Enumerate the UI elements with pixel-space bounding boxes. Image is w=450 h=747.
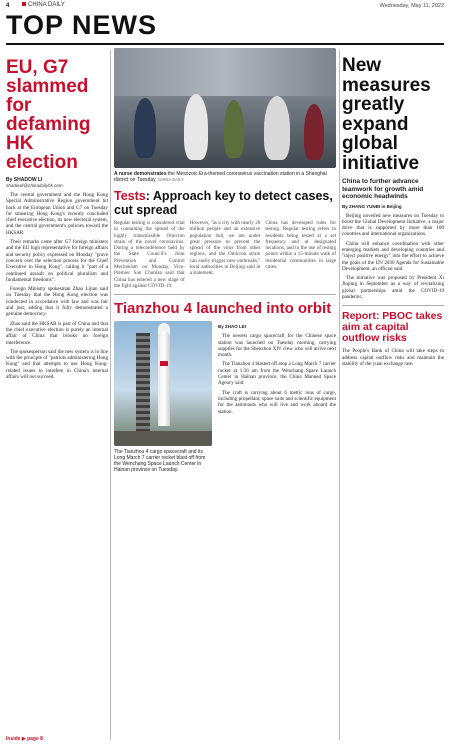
right-body xyxy=(342,213,444,301)
paragraph: Beijing unveiled new measures on Tuesday to boost the Global Development Initiative, a major drive that is supported by more than 100 countries and international organizations. xyxy=(342,212,444,238)
issue-date: Wednesday, May 11, 2022 xyxy=(379,3,444,9)
left-byline: By SHADOW LI xyxy=(6,177,43,183)
tests-headline-lead: Tests xyxy=(114,189,146,203)
paragraph: The central government and the Hong Kong Special Administrative Region government hit back at the European Union and G7 on Tuesday for smearing Hong Kong's recently concluded chief executive election, its new electoral system, and the central government's policies toward the HKSAR. xyxy=(6,192,108,236)
photo-caption xyxy=(114,171,336,183)
paragraph: The Tianzhou 4 blasted off atop a Long March 7 carrier rocket at 1:56 am from the Wenchang Space Launch Center in Hainan province, the China Manned Space Agency said. xyxy=(218,361,336,387)
right-subhead: China to further advance teamwork for growth amid economic headwinds xyxy=(342,178,424,200)
paragraph: The craft is carrying about 6 metric tons of cargo, including propellant, space suits and scientific equipment for the astronauts who will live and work aboard the station. xyxy=(218,389,336,415)
masthead xyxy=(0,0,450,44)
photo-credit: CHINA DAILY xyxy=(158,177,184,182)
column-divider xyxy=(339,50,340,740)
rocket-photo[interactable] xyxy=(114,321,212,446)
right-byline: By ZHANG YUNBI in Beijing xyxy=(342,203,402,209)
tianzhou-byline: By ZHAO LEI xyxy=(218,324,247,330)
launch-pad xyxy=(114,431,212,446)
photo-person xyxy=(184,94,208,160)
left-article xyxy=(6,48,108,383)
report-headline[interactable]: Report: PBOC takes aim at capital outflow risks xyxy=(342,310,443,345)
tianzhou-media xyxy=(114,321,212,473)
photo-wall xyxy=(114,48,336,96)
tianzhou-headline[interactable]: Tianzhou 4 launched into orbit xyxy=(114,300,332,318)
paragraph: The newest cargo spacecraft for the Chinese space station was launched on Tuesday morning, carrying supplies for the Shenzhou XIV crew who will arrive next month. xyxy=(218,333,336,359)
tests-col: China has developed rules for testing. Regular testing refers to residents being tested at a set frequency and at designated locations, and to the use of testing points within a 15-minute walk of residential communities in large cities. xyxy=(265,220,337,271)
caption-title: A nurse demonstrates xyxy=(114,171,167,177)
caption-text: the Mesozoic Era-themed coronavirus vaccination station in a Shanghai district on Tuesday. xyxy=(114,171,327,183)
photo-person xyxy=(264,96,290,160)
paragraph: China will enhance coordination with other emerging markets and developing countries and "inject positive energy" into the effort to achieve the goals of the UN 2030 Agenda for Sustainable Development, an official said. xyxy=(342,240,444,272)
launch-tower xyxy=(136,333,150,441)
divider xyxy=(114,294,336,295)
photo-person xyxy=(304,104,324,160)
newspaper-logo xyxy=(22,2,65,8)
report-body: The People's Bank of China will take steps to address capital outflow risks and maintain the stability of the yuan exchange rate. xyxy=(342,348,444,367)
rocket-body xyxy=(158,331,170,426)
paragraph: Their remarks came after G7 foreign ministers and the EU high representative for foreign affairs and security policy expressed on Monday "grave concern over the selection process for the Chief Executive in Hong Kong", calling it "part of a continued assault on political pluralism and fundamental freedoms". xyxy=(6,239,108,283)
tests-headline[interactable] xyxy=(114,189,336,217)
vaccination-photo[interactable] xyxy=(114,48,336,168)
divider xyxy=(342,305,444,306)
left-headline[interactable]: EU, G7 slammed for defaming HK election xyxy=(6,57,91,173)
tianzhou-body xyxy=(218,333,336,415)
left-email[interactable]: shadowli@chinadailyhk.com xyxy=(6,183,63,188)
paragraph: Zhao said the HKSAR is part of China and that the chief executive election is purely an internal affair of China that brooks no foreign interference. xyxy=(6,320,108,346)
flag-icon xyxy=(160,361,168,366)
page-number: 4 xyxy=(6,3,10,9)
tests-body xyxy=(114,220,336,289)
tianzhou-text xyxy=(218,321,336,473)
paragraph: Foreign Ministry spokesman Zhao Lijian said on Tuesday that the Hong Kong election was conducted in accordance with law and was fair and just, adding that it fully demonstrated a genuine democracy. xyxy=(6,286,108,318)
middle-column xyxy=(114,48,336,473)
left-body xyxy=(6,192,108,380)
paragraph: The spokesperson said the new system is in line with the principle of "patriots administering Hong Kong" and that attempts to use Hong Kong-related issues to interfere in China's internal affairs will not succeed. xyxy=(6,348,108,381)
logo-square-icon xyxy=(22,2,26,6)
inside-page-link[interactable]: Inside ▶ page 8 xyxy=(6,736,43,742)
tianzhou-block xyxy=(114,321,336,473)
photo-person xyxy=(134,98,156,158)
right-headline[interactable]: New measures greatly expand global initiative xyxy=(342,55,431,174)
paragraph: The initiative was proposed by President Xi Jinping in September as a way of revitalizing global partnerships amid the COVID-19 pandemic. xyxy=(342,275,444,301)
section-title: TOP NEWS xyxy=(6,10,158,40)
masthead-rule xyxy=(6,43,444,45)
logo-text: CHINA DAILY xyxy=(28,2,65,8)
right-article xyxy=(342,48,444,367)
column-divider xyxy=(110,50,111,740)
photo-person xyxy=(224,100,244,158)
tests-col: However, "as a city with nearly 20 million people and an extensive population hub, we are under great pressure to prevent the spread of the virus from other regions, and the Omicron strain can easily trigger new outbreaks," local authorities in Beijing said in a statement. xyxy=(189,220,261,277)
tests-col: Regular testing is considered vital in containing the spread of the highly transmissible Omicron strain of the novel coronavirus. During a teleconference held by the State Council's Joint Prevention and Control Mechanism on Monday, Vice-Premier Sun Chunlan said that China has entered a new stage of the fight against COVID-19. xyxy=(114,220,185,289)
tests-headline-rest: : Approach key to detect cases, cut spread xyxy=(114,189,333,217)
rocket-caption: The Tianzhou 4 cargo spacecraft and its Long March 7 carrier rocket blast off from the Wenchang Space Launch Center in Hainan province on Tuesday. xyxy=(114,449,206,474)
